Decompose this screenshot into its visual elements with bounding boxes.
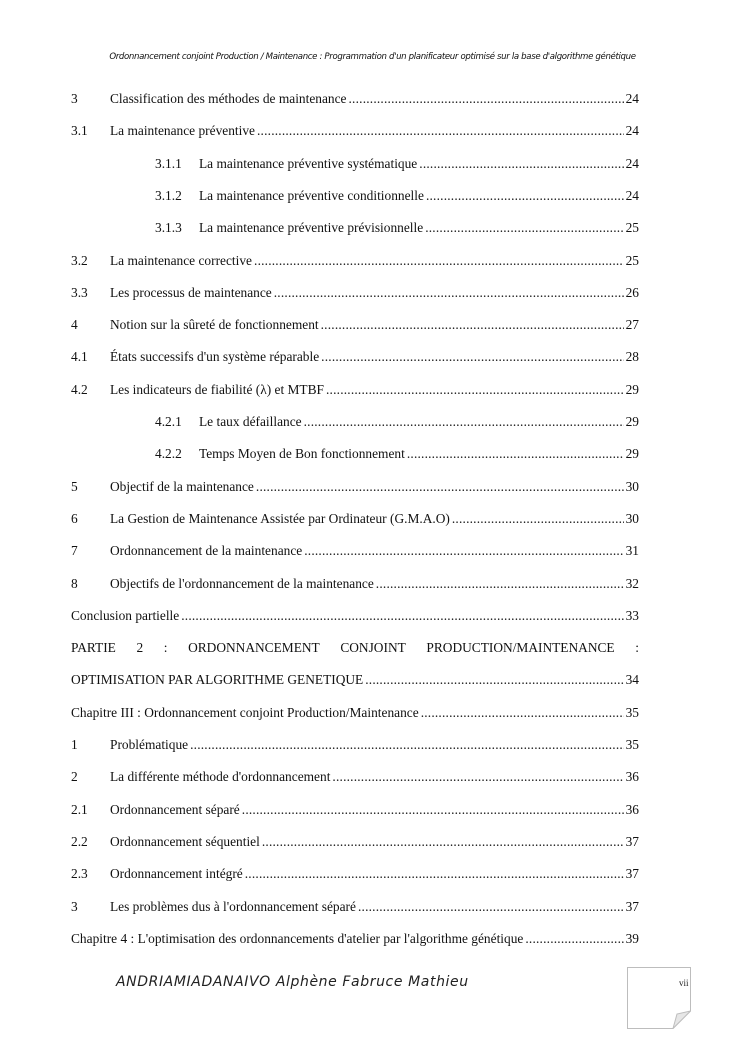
toc-entry[interactable] — [71, 378, 639, 402]
toc-entry-title: Ordonnancement séquentiel — [110, 833, 260, 849]
toc-entry[interactable] — [71, 507, 639, 531]
toc-dot-leader — [358, 895, 624, 919]
toc-entry-title: Les problèmes dus à l'ordonnancement séparé — [110, 898, 356, 914]
toc-entry[interactable] — [71, 281, 639, 305]
toc-entry-number: 4 — [71, 317, 78, 333]
toc-entry-number: 4.1 — [71, 349, 88, 365]
toc-entry-title: Ordonnancement intégré — [110, 866, 243, 882]
toc-entry-title: Objectifs de l'ordonnancement de la maintenance — [110, 575, 374, 591]
toc-entry-page: 29 — [625, 446, 639, 462]
toc-part-word: CONJOINT — [340, 640, 406, 656]
toc-entry-page: 24 — [625, 123, 639, 139]
toc-entry-number: 7 — [71, 543, 78, 559]
toc-entry-title: La maintenance corrective — [110, 252, 253, 268]
toc-entry-page: 33 — [625, 607, 639, 623]
toc-entry[interactable] — [71, 184, 639, 208]
toc-dot-leader — [321, 345, 623, 369]
toc-entry-title: Chapitre 4 : L'optimisation des ordonnancements d'atelier par l'algorithme génétique — [71, 930, 524, 946]
toc-part-heading[interactable] — [71, 636, 639, 660]
toc-dot-leader — [425, 216, 623, 240]
toc-entry-title: Ordonnancement séparé — [110, 801, 240, 817]
toc-entry-page: 25 — [625, 220, 639, 236]
toc-entry[interactable] — [71, 475, 639, 499]
toc-entry[interactable] — [71, 572, 639, 596]
toc-entry-title: Les indicateurs de fiabilité (λ) et MTBF — [110, 381, 324, 397]
toc-dot-leader — [257, 119, 624, 143]
toc-dot-leader — [304, 410, 624, 434]
toc-entry-title: La maintenance préventive — [110, 123, 255, 139]
toc-entry-number: 2 — [71, 769, 78, 785]
toc-entry-title: Ordonnancement de la maintenance — [110, 543, 303, 559]
toc-dot-leader — [242, 798, 624, 822]
toc-dot-leader — [419, 152, 623, 176]
toc-entry-title: Classification des méthodes de maintenance — [110, 91, 347, 106]
toc-entry-page: 29 — [625, 414, 639, 429]
toc-entry[interactable] — [71, 410, 639, 434]
toc-entry-number: 2.2 — [71, 833, 88, 849]
toc-entry-number: 8 — [71, 575, 78, 591]
toc-dot-leader — [365, 668, 623, 692]
toc-entry-title: OPTIMISATION PAR ALGORITHME GENETIQUE — [71, 672, 364, 688]
toc-entry-number: 6 — [71, 510, 78, 526]
toc-part-word: : — [635, 640, 639, 656]
toc-entry-title: Notion sur la sûreté de fonctionnement — [110, 317, 319, 333]
toc-entry-page: 37 — [625, 898, 639, 914]
toc-dot-leader — [190, 733, 624, 757]
toc-entry[interactable] — [71, 87, 639, 111]
toc-entry-page: 37 — [625, 866, 639, 882]
toc-entry-title: États successifs d'un système réparable — [110, 349, 320, 365]
toc-entry-title: Chapitre III : Ordonnancement conjoint Production/Maintenance — [71, 704, 419, 720]
toc-dot-leader — [245, 862, 624, 886]
toc-entry-title: La Gestion de Maintenance Assistée par Ordinateur (G.M.A.O) — [110, 510, 450, 526]
toc-dot-leader — [254, 249, 624, 273]
toc-entry-number: 3.1.3 — [155, 220, 182, 236]
toc-entry-number: 4.2.2 — [155, 446, 182, 462]
toc-dot-leader — [321, 313, 624, 337]
toc-entry-number: 2.1 — [71, 801, 88, 817]
toc-entry-page: 28 — [625, 349, 639, 365]
toc-part-word: ORDONNANCEMENT — [188, 640, 320, 656]
toc-part-word: 2 — [136, 640, 144, 656]
toc-entry-page: 24 — [625, 91, 639, 106]
toc-entry[interactable] — [71, 442, 639, 466]
toc-entry[interactable] — [71, 249, 639, 273]
toc-entry-number: 3.3 — [71, 284, 88, 300]
toc-dot-leader — [332, 765, 623, 789]
toc-entry[interactable] — [71, 152, 639, 176]
toc-entry-title: Le taux défaillance — [199, 414, 302, 429]
toc-dot-leader — [452, 507, 624, 531]
toc-entry-number: 4.2.1 — [155, 414, 182, 429]
toc-entry-number: 5 — [71, 478, 78, 494]
toc-entry-title: Problématique — [110, 737, 189, 752]
toc-dot-leader — [274, 281, 624, 305]
toc-entry-title: La maintenance préventive prévisionnelle — [199, 220, 424, 236]
toc-entry[interactable] — [71, 765, 639, 789]
toc-entry-title: La maintenance préventive systématique — [199, 155, 418, 171]
toc-dot-leader — [262, 830, 624, 854]
toc-entry-title: Les processus de maintenance — [110, 284, 272, 300]
toc-entry[interactable] — [71, 539, 639, 563]
toc-entry-page: 26 — [625, 284, 639, 300]
toc-entry-page: 36 — [625, 769, 639, 785]
toc-entry-page: 32 — [625, 575, 639, 591]
toc-entry-title: Temps Moyen de Bon fonctionnement — [199, 446, 405, 462]
toc-entry-number: 2.3 — [71, 866, 88, 882]
toc-entry-page: 37 — [625, 833, 639, 849]
toc-dot-leader — [304, 539, 623, 563]
running-header: Ordonnancement conjoint Production / Maintenance : Programmation d'un planificateur optimisé sur la base d'algorithme génétique — [109, 52, 636, 62]
toc-entry[interactable] — [71, 313, 639, 337]
toc-entry-page: 39 — [625, 930, 639, 946]
toc-entry-number: 3 — [71, 91, 78, 106]
toc-entry[interactable] — [71, 862, 639, 886]
toc-dot-leader — [181, 604, 623, 628]
toc-part-word: : — [163, 640, 168, 656]
toc-entry-page: 25 — [625, 252, 639, 268]
toc-dot-leader — [426, 184, 624, 208]
toc-entry[interactable] — [71, 216, 639, 240]
page-curl-icon — [627, 967, 691, 1029]
toc-entry-page: 34 — [625, 672, 639, 688]
toc-entry-number: 3.1 — [71, 123, 88, 139]
toc-entry[interactable] — [71, 345, 639, 369]
toc-entry[interactable] — [71, 798, 639, 822]
toc-entry-title: Conclusion partielle — [71, 607, 180, 623]
toc-dot-leader — [326, 378, 624, 402]
page-number: vii — [679, 978, 689, 988]
toc-entry-title: La différente méthode d'ordonnancement — [110, 769, 331, 785]
toc-part-word: PRODUCTION/MAINTENANCE — [426, 640, 615, 656]
toc-entry-title: La maintenance préventive conditionnelle — [199, 187, 424, 203]
toc-entry-number: 3.2 — [71, 252, 88, 268]
toc-entry[interactable] — [71, 733, 639, 757]
toc-entry-page: 24 — [625, 187, 639, 203]
toc-entry[interactable] — [71, 119, 639, 143]
toc-entry[interactable] — [71, 604, 639, 628]
toc-part-word: PARTIE — [71, 640, 116, 656]
toc-dot-leader — [421, 701, 624, 725]
toc-entry-page: 30 — [625, 478, 639, 494]
toc-entry-number: 3.1.1 — [155, 155, 182, 171]
toc-entry-page: 29 — [625, 381, 639, 397]
toc-entry-page: 35 — [625, 704, 639, 720]
toc-entry-page: 35 — [625, 737, 639, 752]
toc-entry[interactable] — [71, 701, 639, 725]
toc-dot-leader — [407, 442, 624, 466]
toc-entry-number: 3.1.2 — [155, 187, 182, 203]
toc-entry-page: 36 — [625, 801, 639, 817]
toc-entry[interactable] — [71, 668, 639, 692]
toc-entry-page: 30 — [625, 510, 639, 526]
toc-dot-leader — [525, 927, 623, 951]
toc-entry-number: 4.2 — [71, 381, 88, 397]
toc-entry-number: 3 — [71, 898, 78, 914]
toc-entry-page: 24 — [625, 155, 639, 171]
toc-entry-page: 31 — [625, 543, 639, 559]
toc-entry-number: 1 — [71, 737, 78, 752]
toc-entry-page: 27 — [625, 317, 639, 333]
toc-dot-leader — [349, 87, 624, 111]
toc-entry[interactable] — [71, 895, 639, 919]
toc-entry[interactable] — [71, 830, 639, 854]
toc-entry[interactable] — [71, 927, 639, 951]
toc-dot-leader — [256, 475, 624, 499]
footer-author: ANDRIAMIADANAIVO Alphène Fabruce Mathieu — [116, 974, 469, 990]
toc-entry-title: Objectif de la maintenance — [110, 478, 254, 494]
toc-dot-leader — [376, 572, 624, 596]
